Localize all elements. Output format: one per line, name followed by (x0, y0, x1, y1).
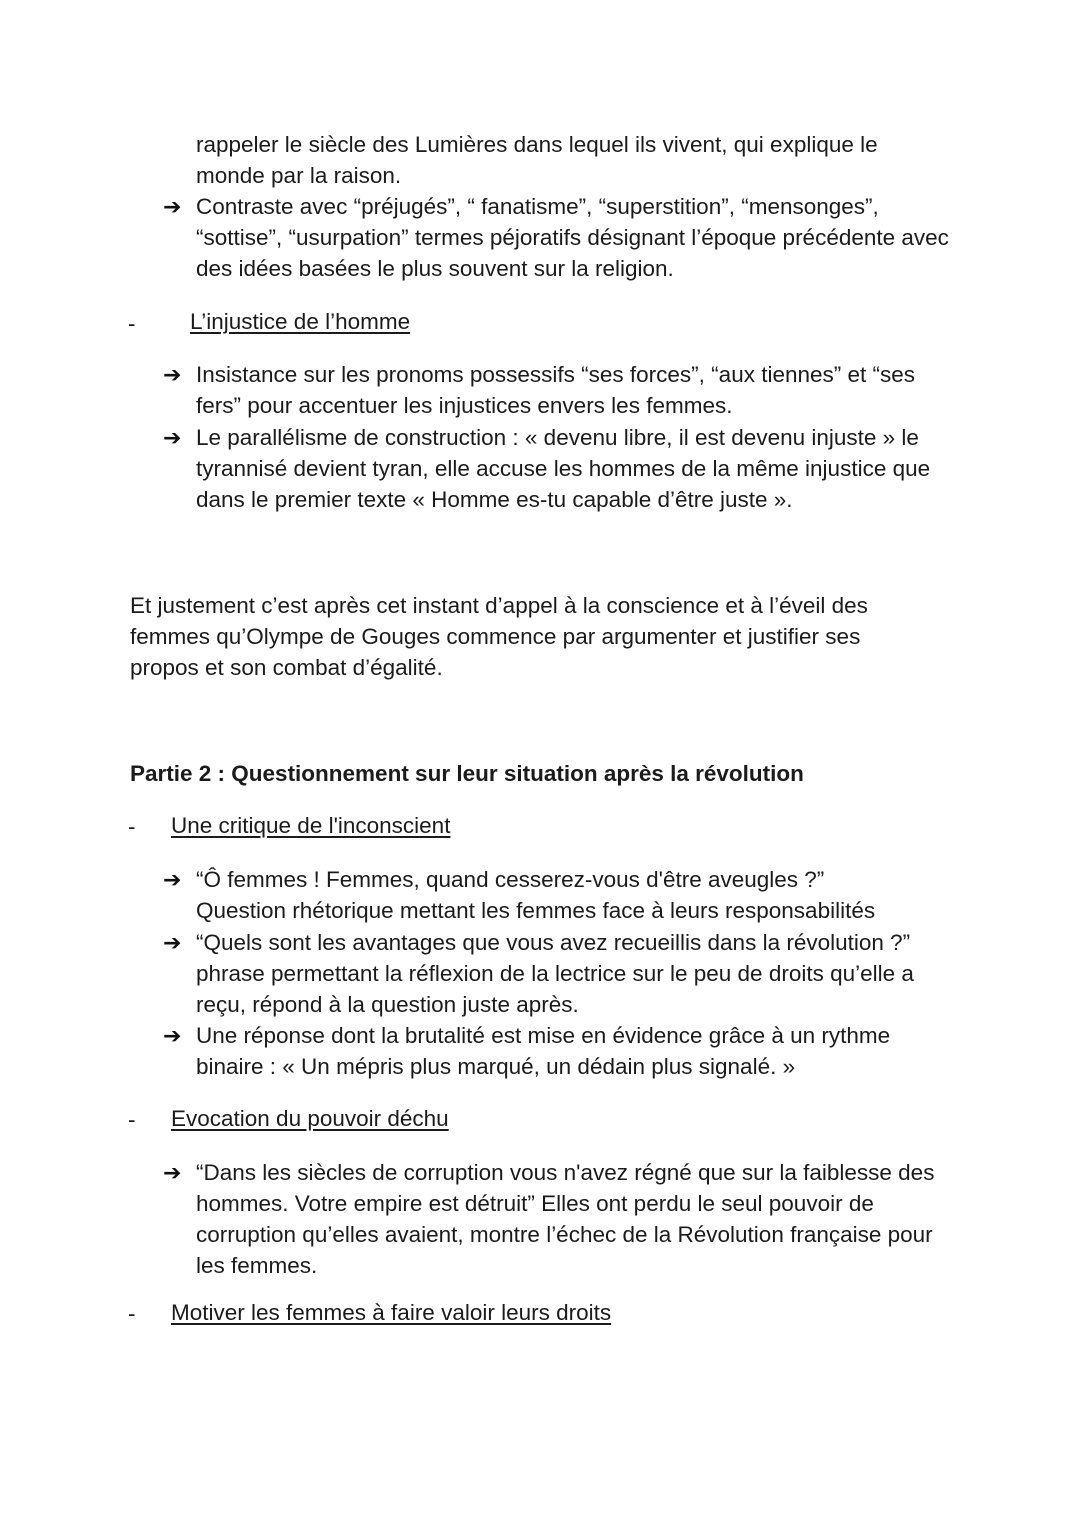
bullet-pouvoir-1: “Dans les siècles de corruption vous n'avez régné que sur la faiblesse des hommes. Votre empire est détruit” Elles ont perdu le seul pouvoir de corruption qu’elles avaient, montre l’échec de la Révolution française pour les femmes. (196, 1160, 935, 1278)
arrow-icon: ➔ (163, 194, 182, 219)
arrow-icon: ➔ (163, 425, 182, 450)
bullet-continuation-text: rappeler le siècle des Lumières dans lequel ils vivent, qui explique le monde par la raison. (196, 132, 878, 188)
bullet-critique-3: Une réponse dont la brutalité est mise en évidence grâce à un rythme binaire : « Un mépris plus marqué, un dédain plus signalé. » (196, 1023, 891, 1079)
bullet-critique-2: “Quels sont les avantages que vous avez recueillis dans la révolution ?” phrase permettant la réflexion de la lectrice sur le peu de droits qu’elle a reçu, répond à la question juste après. (196, 930, 914, 1017)
subtitle-critique: Une critique de l'inconscient (171, 813, 451, 838)
list-dash: - (128, 311, 136, 336)
arrow-icon: ➔ (163, 362, 182, 387)
bullet-contraste-text: Contraste avec “préjugés”, “ fanatisme”, “superstition”, “mensonges”, “sottise”, “usurpation” termes péjoratifs désignant l’époque précédente avec des idées basées le plus souvent sur la religion. (196, 194, 949, 281)
arrow-icon: ➔ (163, 867, 182, 892)
bullet-critique-1: “Ô femmes ! Femmes, quand cesserez-vous d'être aveugles ?” Question rhétorique mettant les femmes face à leurs responsabilités (196, 867, 876, 923)
bullet-injustice-2: Le parallélisme de construction : « devenu libre, il est devenu injuste » le tyrannisé devient tyran, elle accuse les hommes de la même injustice que dans le premier texte « Homme es-tu capable d’être juste ». (196, 425, 931, 512)
bullet-injustice-1: Insistance sur les pronoms possessifs “ses forces”, “aux tiennes” et “ses fers” pour accentuer les injustices envers les femmes. (196, 362, 916, 418)
section-heading: Partie 2 : Questionnement sur leur situation après la révolution (130, 761, 804, 786)
list-dash: - (128, 1301, 136, 1326)
list-dash: - (128, 1107, 136, 1132)
subtitle-motiver: Motiver les femmes à faire valoir leurs droits (171, 1300, 612, 1325)
transition-paragraph: Et justement c’est après cet instant d’appel à la conscience et à l’éveil des femmes qu’Olympe de Gouges commence par argumenter et justifier ses propos et son combat d’égalité. (130, 593, 868, 680)
arrow-icon: ➔ (163, 1160, 182, 1185)
arrow-icon: ➔ (163, 930, 182, 955)
subtitle-injustice: L’injustice de l’homme (190, 309, 411, 334)
subtitle-pouvoir: Evocation du pouvoir déchu (171, 1106, 449, 1131)
arrow-icon: ➔ (163, 1023, 182, 1048)
list-dash: - (128, 814, 136, 839)
